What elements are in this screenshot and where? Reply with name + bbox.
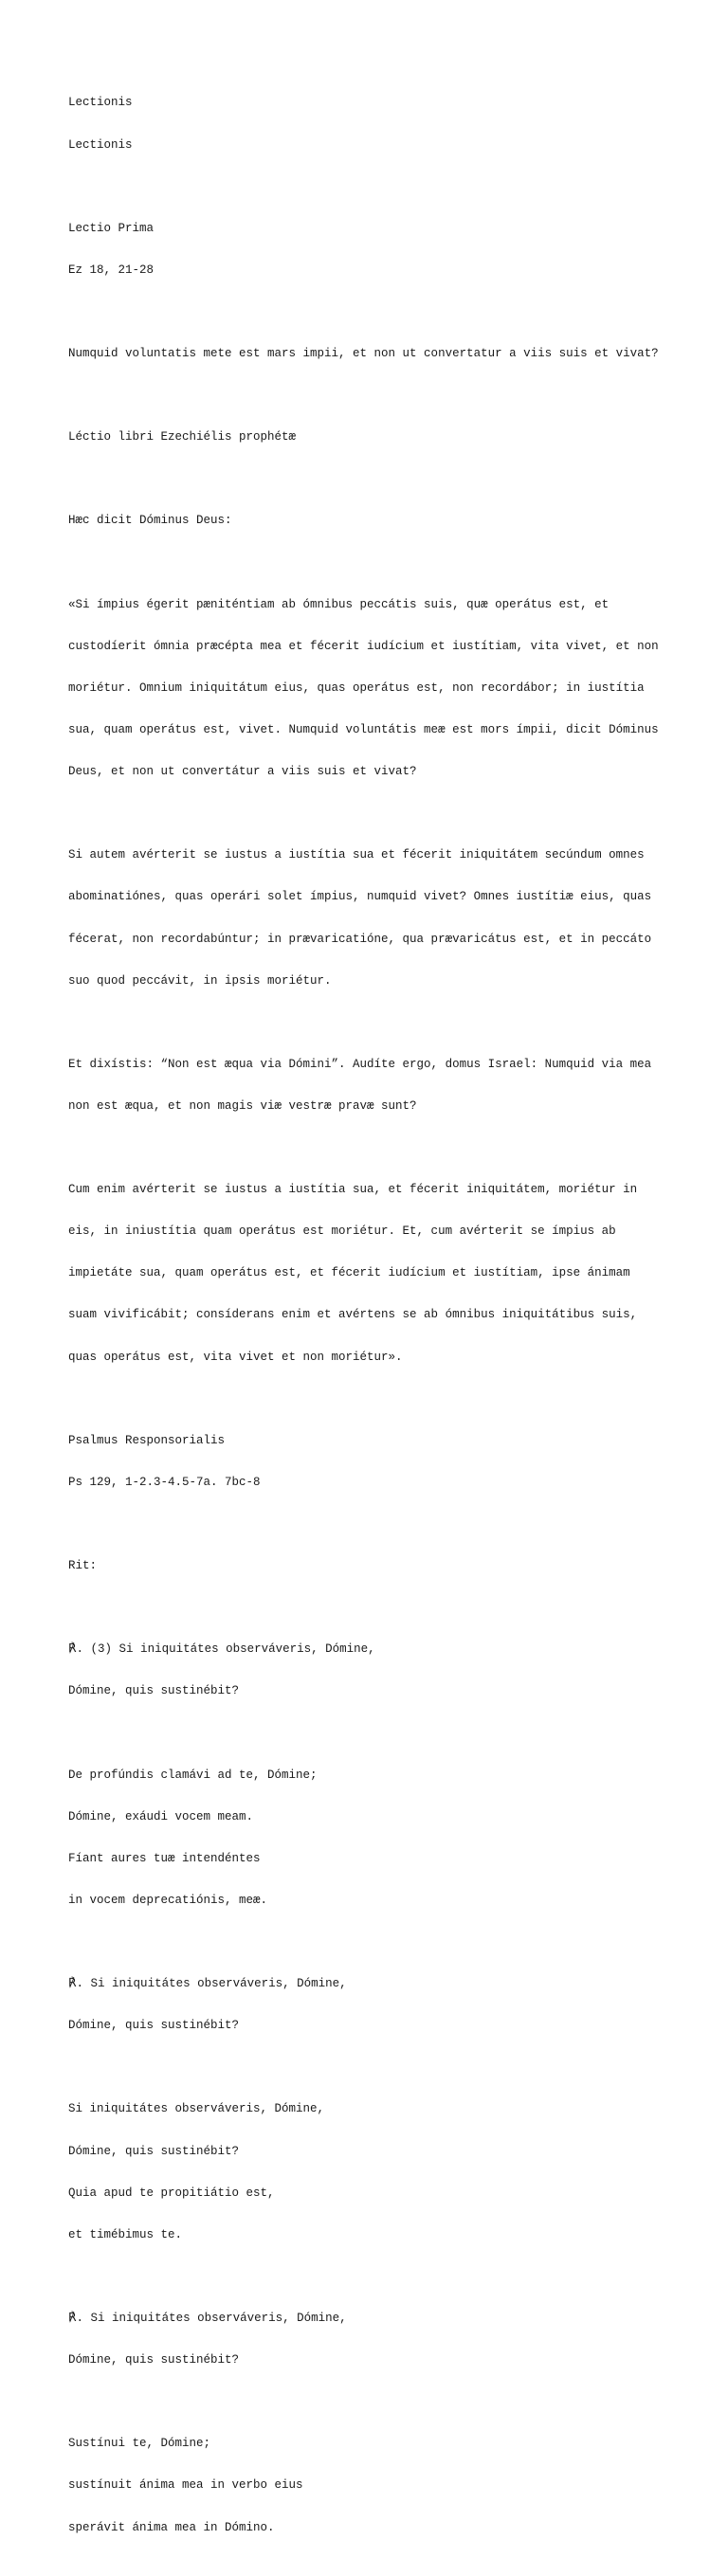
text-line: Dómine, quis sustinébit? xyxy=(68,2353,240,2367)
text-line: Si iniquitátes observáveris, Dómine, xyxy=(68,2102,325,2116)
text-line: ℟. (3) Si iniquitátes observáveris, Dómine, xyxy=(68,1642,375,1657)
text-line: Dómine, quis sustinébit? xyxy=(68,2144,240,2158)
psalm-reference: Ps 129, 1-2.3-4.5-7a. 7bc-8 xyxy=(68,1475,261,1489)
text-line: Dómine, exáudi vocem meam. xyxy=(68,1809,254,1823)
psalm-stanza xyxy=(68,2075,675,2270)
text-line: Rit: xyxy=(68,1559,98,1573)
text-line: Léctio libri Ezechiélis prophétæ xyxy=(68,430,297,444)
heading-block xyxy=(68,68,675,180)
text-line: moriétur. Omnium iniquitátum eius, quas operátus est, non recordábor; in iustítia xyxy=(68,680,645,695)
document-page xyxy=(68,68,675,2576)
text-line: impietáte sua, quam operátus est, et fécerit iudícium et iustítiam, ipse ánimam xyxy=(68,1266,630,1280)
psalm-stanza xyxy=(68,1740,675,1935)
text-line: Numquid voluntatis mete est mars impii, et non ut convertatur a viis suis et vivat? xyxy=(68,347,659,361)
text-line: Hæc dicit Dóminus Deus: xyxy=(68,514,232,528)
text-line: Si autem avérterit se iustus a iustítia sua et fécerit iniquitátem secúndum omnes xyxy=(68,848,645,862)
text-line: fécerat, non recordabúntur; in prævaricatióne, qua prævaricátus est, et in peccáto xyxy=(68,932,652,946)
text-line: sperávit ánima mea in Dómino. xyxy=(68,2520,275,2534)
heading-line: Lectionis xyxy=(68,96,133,110)
psalm-stanza xyxy=(68,2409,675,2563)
psalm-response xyxy=(68,2284,675,2396)
psalm-response xyxy=(68,1950,675,2061)
text-line: «Si ímpius égerit pæniténtiam ab ómnibus peccátis suis, quæ operátus est, et xyxy=(68,597,610,611)
text-line: non est æqua, et non magis viæ vestræ pravæ sunt? xyxy=(68,1098,417,1113)
text-line: Sustínui te, Dómine; xyxy=(68,2437,211,2451)
reading-source xyxy=(68,403,675,473)
text-line: abominatiónes, quas operári solet ímpius, numquid vivet? Omnes iustítiæ eius, quas xyxy=(68,890,652,904)
text-line: ℟. Si iniquitátes observáveris, Dómine, xyxy=(68,2311,347,2325)
reading-paragraph xyxy=(68,821,675,1016)
reading-intro xyxy=(68,486,675,556)
text-line: Deus, et non ut convertátur a viis suis et vivat? xyxy=(68,765,417,779)
text-line: suo quod peccávit, in ipsis moriétur. xyxy=(68,973,332,988)
text-line: De profúndis clamávi ad te, Dómine; xyxy=(68,1768,318,1782)
text-line: Dómine, quis sustinébit? xyxy=(68,1684,240,1698)
psalm-rit xyxy=(68,1532,675,1602)
reading-paragraph xyxy=(68,570,675,807)
reading-title-block xyxy=(68,193,675,305)
text-line: eis, in iniustítia quam operátus est moriétur. Et, cum avérterit se ímpius ab xyxy=(68,1225,616,1239)
text-line: ℟. Si iniquitátes observáveris, Dómine, xyxy=(68,1977,347,1991)
text-line: sustínuit ánima mea in verbo eius xyxy=(68,2478,303,2493)
text-line: Et dixístis: “Non est æqua via Dómini”. Audíte ergo, domus Israel: Numquid via mea xyxy=(68,1057,652,1071)
text-line: Cum enim avérterit se iustus a iustítia sua, et fécerit iniquitátem, moriétur in xyxy=(68,1183,638,1197)
reading-paragraph xyxy=(68,1029,675,1141)
psalm-title: Psalmus Responsorialis xyxy=(68,1433,226,1447)
psalm-title-block xyxy=(68,1406,675,1517)
text-line: et timébimus te. xyxy=(68,2227,183,2241)
text-line: suam vivificábit; consíderans enim et avértens se ab ómnibus iniquitátibus suis, xyxy=(68,1308,638,1322)
reading-summary xyxy=(68,319,675,390)
reading-title: Lectio Prima xyxy=(68,221,155,235)
text-line: quas operátus est, vita vivet et non moriétur». xyxy=(68,1350,403,1364)
text-line: in vocem deprecatiónis, meæ. xyxy=(68,1893,268,1907)
text-line: custodíerit ómnia præcépta mea et fécerit iudícium et iustítiam, vita vivet, et non xyxy=(68,639,659,653)
reading-paragraph xyxy=(68,1155,675,1392)
heading-line: Lectionis xyxy=(68,137,133,152)
text-line: Dómine, quis sustinébit? xyxy=(68,2019,240,2033)
psalm-response xyxy=(68,1615,675,1727)
text-line: sua, quam operátus est, vivet. Numquid voluntátis meæ est mors ímpii, dicit Dóminus xyxy=(68,722,659,736)
text-line: Fíant aures tuæ intendéntes xyxy=(68,1851,261,1865)
text-line: Quia apud te propitiátio est, xyxy=(68,2186,275,2200)
reading-reference: Ez 18, 21-28 xyxy=(68,263,155,277)
